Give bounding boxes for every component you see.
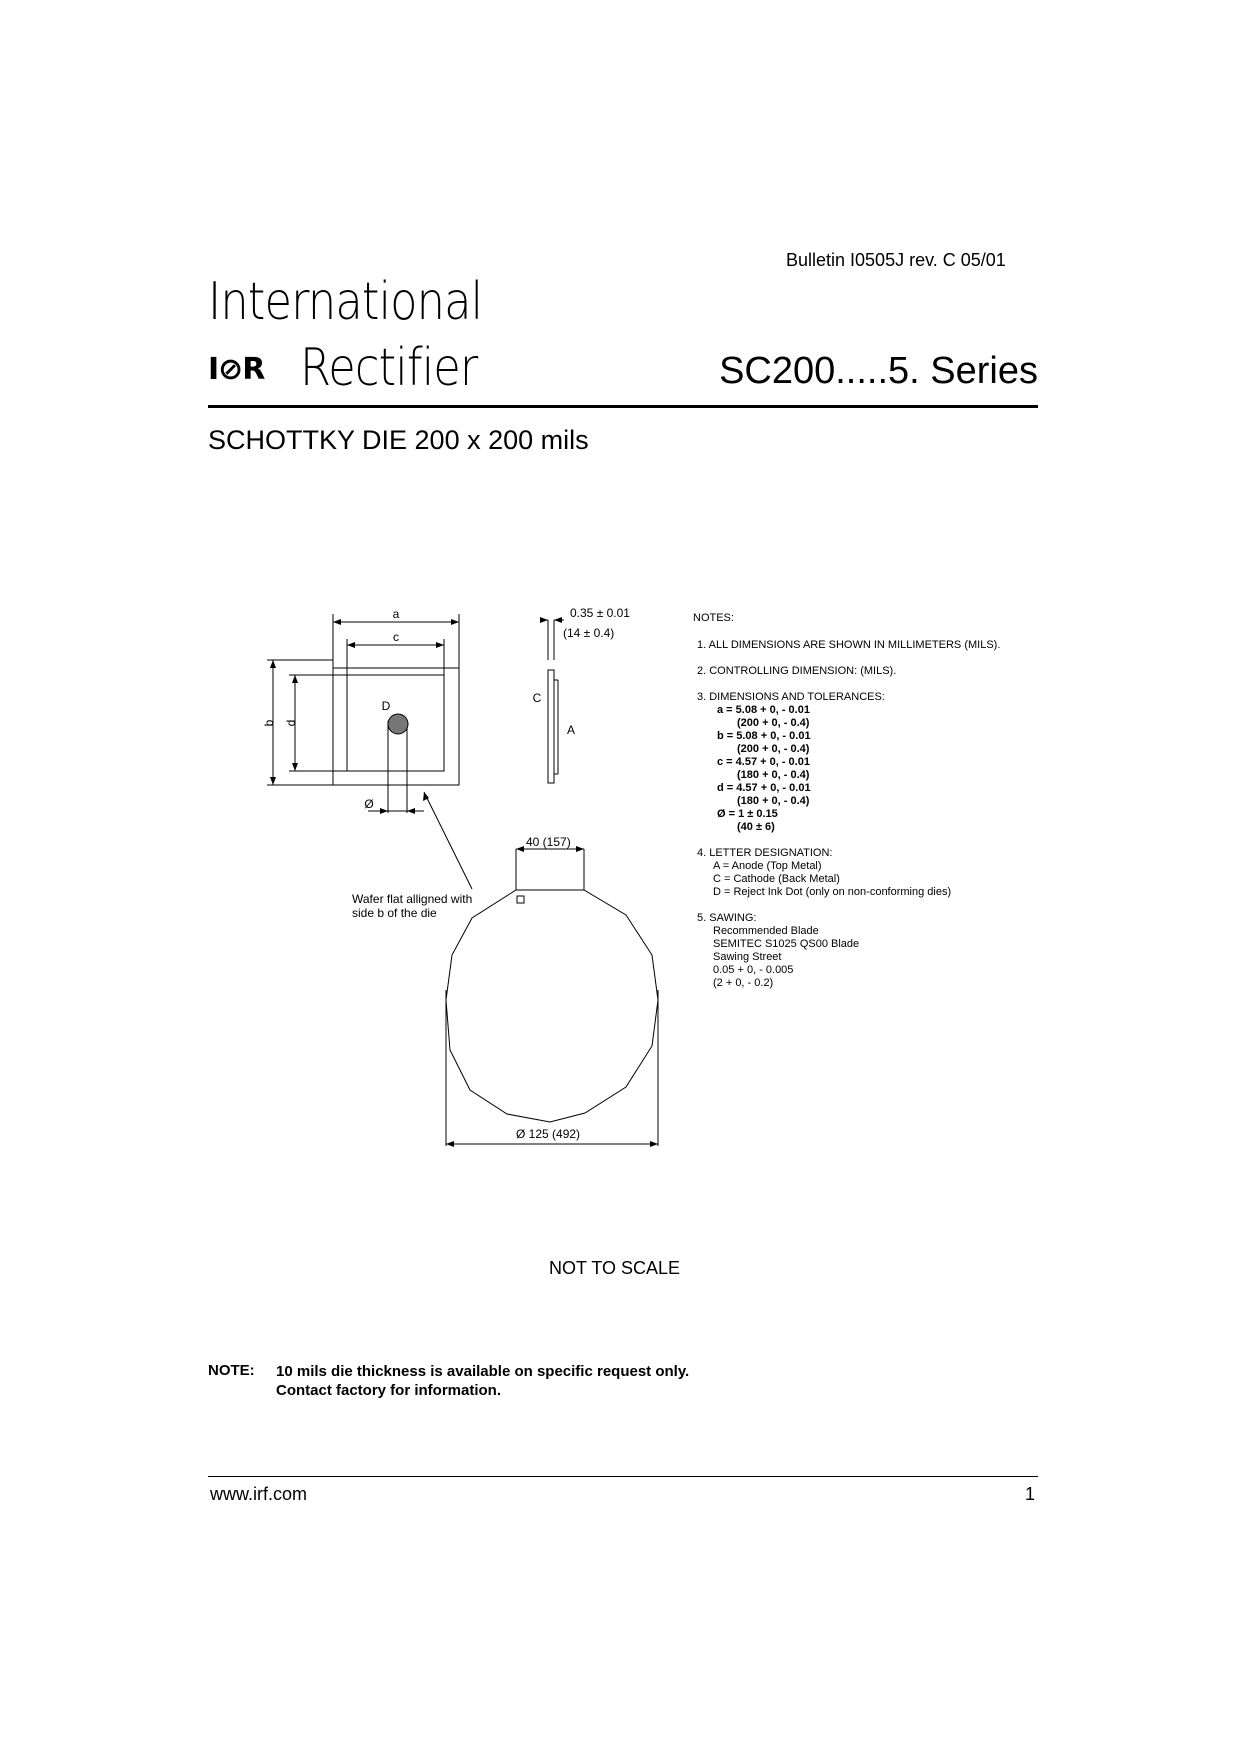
wafer-flat-leader [424, 792, 472, 889]
note-line1: 10 mils die thickness is available on specific request only. [276, 1363, 690, 1380]
die-side-view [548, 670, 554, 783]
note-4: 4. LETTER DESIGNATION: A = Anode (Top Metal) C = Cathode (Back Metal) D = Reject Ink Dot (only on non-conforming dies) [697, 847, 1000, 899]
letter-anode: A = Anode (Top Metal) [713, 860, 822, 872]
wafer-diameter: Ø 125 (492) [516, 1127, 581, 1141]
sawing-line1: Recommended Blade [713, 925, 819, 937]
logo-international: International [208, 272, 483, 332]
tolerance-a: a = 5.08 + 0, - 0.01 [717, 704, 810, 716]
thickness-mils: (14 ± 0.4) [563, 626, 615, 640]
bulletin-number: Bulletin I0505J rev. C 05/01 [786, 250, 1006, 270]
tolerance-phi-mils: (40 ± 6) [737, 821, 775, 833]
die-position-marker [517, 896, 524, 903]
note-label: NOTE: [208, 1362, 255, 1379]
note-5: 5. SAWING: Recommended Blade SEMITEC S1025 QS00 Blade Sawing Street 0.05 + 0, - 0.005 (2 + 0, - 0.2) [697, 912, 1000, 990]
sawing-line5: (2 + 0, - 0.2) [713, 977, 774, 989]
reject-ink-dot [388, 714, 408, 734]
sawing-line2: SEMITEC S1025 QS00 Blade [713, 938, 860, 950]
label-ink-dot: D [381, 699, 391, 713]
tolerance-a-mils: (200 + 0, - 0.4) [737, 717, 810, 729]
dim-label-c: c [393, 630, 399, 644]
label-dot-diameter: Ø [364, 797, 374, 811]
tolerance-phi: Ø = 1 ± 0.15 [717, 808, 778, 820]
letter-cathode: C = Cathode (Back Metal) [713, 873, 840, 885]
page-number: 1 [1025, 1484, 1036, 1504]
tolerance-b: b = 5.08 + 0, - 0.01 [717, 730, 811, 742]
not-to-scale-label: NOT TO SCALE [549, 1258, 681, 1278]
footer-rule [208, 1476, 1038, 1477]
letter-reject-dot: D = Reject Ink Dot (only on non-conforming dies) [713, 886, 952, 898]
note-text [276, 1362, 689, 1400]
dim-label-a: a [392, 607, 400, 621]
thickness-mm: 0.35 ± 0.01 [570, 606, 630, 620]
note-1: 1. ALL DIMENSIONS ARE SHOWN IN MILLIMETERS (MILS). [697, 639, 1001, 651]
footer-url: www.irf.com [210, 1484, 308, 1504]
logo-rectifier-word: Rectifier [300, 338, 478, 398]
wafer-note-line1: Wafer flat alligned with [352, 892, 473, 906]
label-anode: A [566, 723, 576, 737]
flat-length: 40 (157) [526, 835, 571, 849]
tolerance-b-mils: (200 + 0, - 0.4) [737, 743, 810, 755]
sawing-line4: 0.05 + 0, - 0.005 [713, 964, 794, 976]
wafer-outline [446, 890, 658, 1122]
dim-label-b: b [262, 719, 276, 727]
tolerance-d-mils: (180 + 0, - 0.4) [737, 795, 810, 807]
note-3: 3. DIMENSIONS AND TOLERANCES: a = 5.08 + 0, - 0.01 (200 + 0, - 0.4) b = 5.08 + 0, - 0.01 (200 + 0, - 0.4) c = 4.57 + 0, - 0.01 (180 + 0, - 0.4) d = 4.57 + 0, - 0.01 (180 + 0, - 0.4) Ø = 1 ± 0.15 (40 ± 6) [697, 691, 1000, 834]
note-line2: Contact factory for information. [276, 1382, 502, 1399]
sawing-line3: Sawing Street [713, 951, 782, 963]
notes-block [693, 612, 1000, 1003]
ior-logo-mark: I⊘R [208, 352, 265, 387]
label-cathode: C [532, 691, 542, 705]
page-subtitle: SCHOTTKY DIE 200 x 200 mils [208, 425, 589, 455]
tolerance-c-mils: (180 + 0, - 0.4) [737, 769, 810, 781]
series-title: SC200.....5. Series [719, 350, 1038, 392]
notes-title: NOTES: [693, 612, 734, 624]
wafer-note-line2: side b of the die [352, 906, 437, 920]
tolerance-d: d = 4.57 + 0, - 0.01 [717, 782, 811, 794]
dim-label-d: d [284, 719, 298, 727]
note-2: 2. CONTROLLING DIMENSION: (MILS). [697, 665, 897, 677]
tolerance-c: c = 4.57 + 0, - 0.01 [717, 756, 810, 768]
